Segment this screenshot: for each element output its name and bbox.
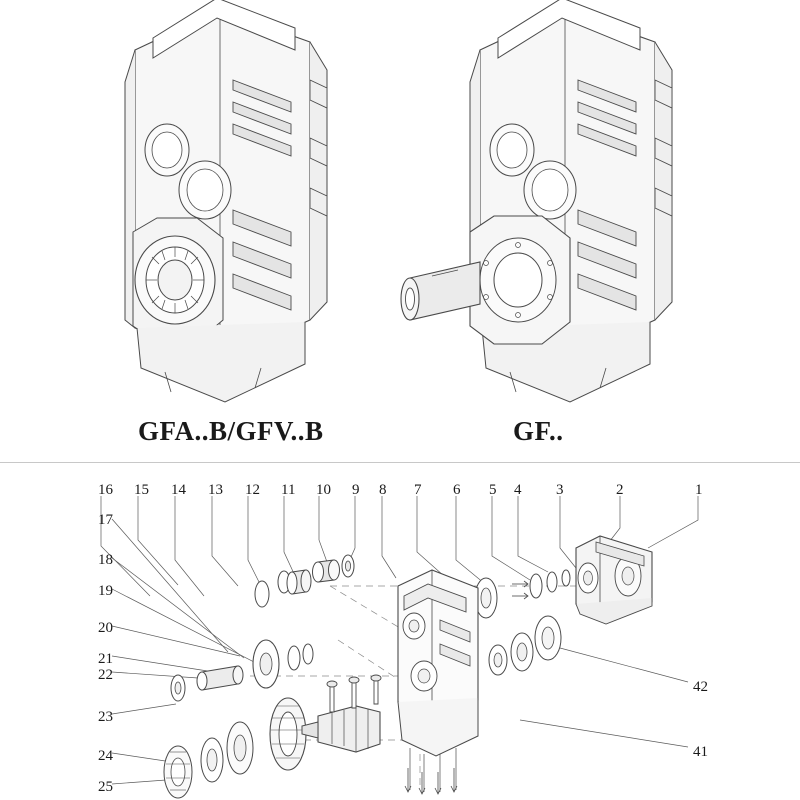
- callout-top-16: 16: [98, 482, 113, 498]
- callout-top-4: 4: [514, 482, 522, 498]
- direction-arrows: [512, 581, 528, 599]
- bolt-arrow-marks: [405, 768, 457, 794]
- leader-lines-right: [520, 648, 688, 747]
- callout-top-14: 14: [171, 482, 186, 498]
- gear-unit-hollow-shaft-view: [125, 0, 327, 402]
- callout-right-42: 42: [693, 679, 708, 695]
- callout-top-12: 12: [245, 482, 260, 498]
- callout-right-41: 41: [693, 744, 708, 760]
- callout-left-23: 23: [98, 709, 113, 725]
- callout-left-18: 18: [98, 552, 113, 568]
- callout-top-15: 15: [134, 482, 149, 498]
- output-shaft-flange: [470, 216, 570, 344]
- callout-top-1: 1: [695, 482, 703, 498]
- callout-top-2: 2: [616, 482, 624, 498]
- parts-row-upper: [255, 555, 354, 607]
- callout-left-24: 24: [98, 748, 113, 764]
- callout-left-25: 25: [98, 779, 113, 795]
- main-housing-part: [398, 570, 478, 792]
- hollow-shaft-bore: [135, 236, 215, 324]
- callout-top-11: 11: [281, 482, 296, 498]
- callout-left-22: 22: [98, 667, 113, 683]
- callout-left-17: 17: [98, 512, 113, 528]
- callout-top-5: 5: [489, 482, 497, 498]
- large-gear-wheel: [164, 698, 306, 798]
- callout-top-9: 9: [352, 482, 360, 498]
- callout-left-21: 21: [98, 651, 113, 667]
- gear-and-shaft-parts: [171, 640, 313, 701]
- callout-top-8: 8: [379, 482, 387, 498]
- callout-top-6: 6: [453, 482, 461, 498]
- callout-top-7: 7: [414, 482, 422, 498]
- callout-left-19: 19: [98, 583, 113, 599]
- section-divider: [0, 462, 800, 463]
- pin-and-screw-parts: [327, 675, 381, 712]
- pinion-shaft-part: [302, 706, 380, 752]
- callout-top-3: 3: [556, 482, 564, 498]
- gear-unit-solid-shaft-view: [401, 0, 672, 402]
- callout-top-13: 13: [208, 482, 223, 498]
- exploded-assembly-diagram: [101, 496, 698, 798]
- motor-adapter-part: [576, 536, 652, 624]
- callout-left-20: 20: [98, 620, 113, 636]
- solid-output-shaft: [401, 262, 480, 320]
- caption-gf: GF..: [513, 416, 564, 446]
- caption-gfab-gfvb: GFA..B/GFV..B: [138, 416, 324, 446]
- callout-top-10: 10: [316, 482, 331, 498]
